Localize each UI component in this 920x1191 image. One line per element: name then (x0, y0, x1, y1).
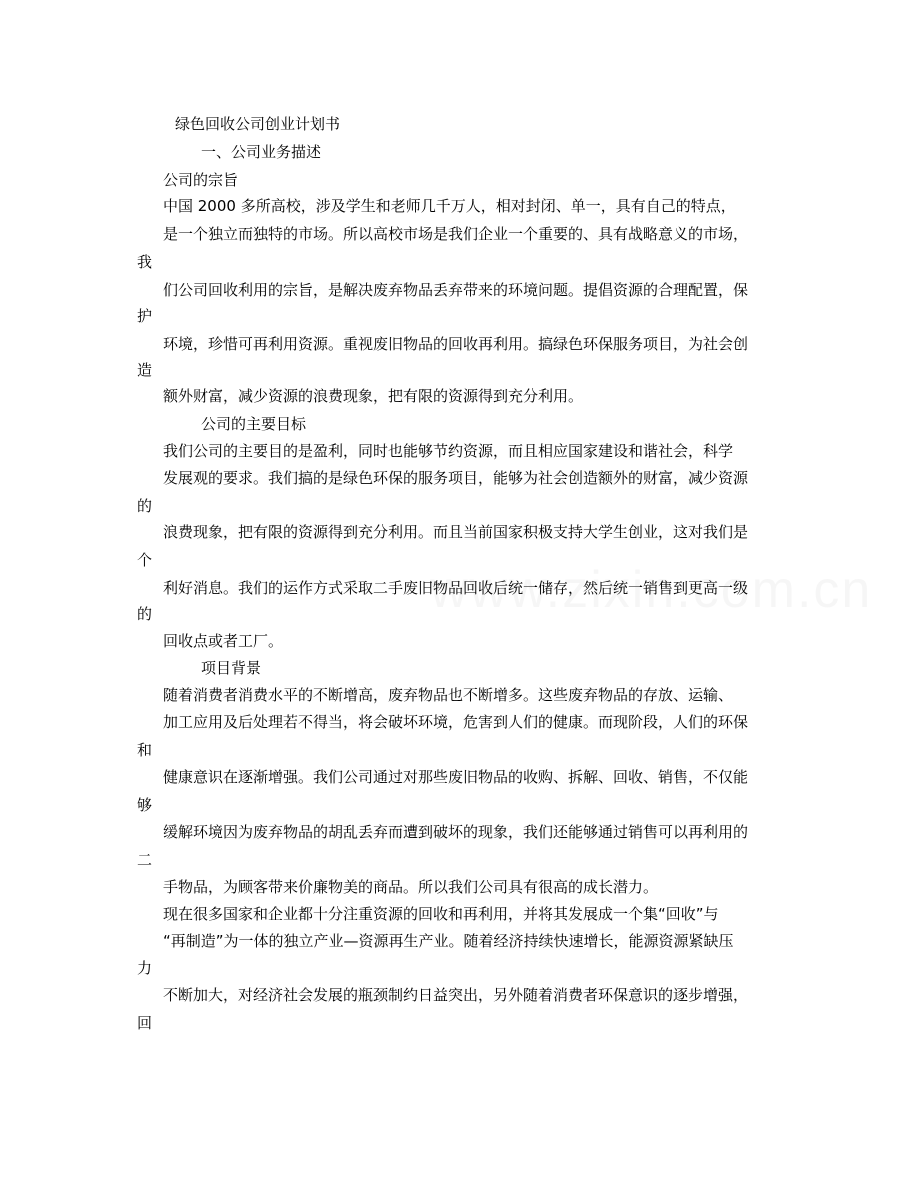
text-line: 环境，珍惜可再利用资源。重视废旧物品的回收再利用。搞绿色环保服务项目，为社会创 (163, 335, 749, 353)
text-line: 加工应用及后处理若不得当，将会破坏环境，危害到人们的健康。而现阶段，人们的环保 (163, 713, 749, 731)
text-line: “再制造”为一体的独立产业—资源再生产业。随着经济持续快速增长，能源资源紧缺压 (163, 932, 734, 950)
text-line: 我 (137, 253, 153, 271)
text-line: 额外财富，减少资源的浪费现象，把有限的资源得到充分利用。 (163, 387, 584, 405)
text-line: 健康意识在逐渐增强。我们公司通过对那些废旧物品的收购、拆解、回收、销售，不仅能 (163, 768, 749, 786)
text-line: 护 (137, 307, 153, 325)
text-line: 力 (137, 959, 153, 977)
subheading: 公司的主要目标 (201, 415, 307, 433)
text-line: 够 (137, 796, 153, 814)
text-line: 个 (137, 551, 153, 569)
text-line: 回 (137, 1014, 153, 1032)
text-line: 和 (137, 741, 153, 759)
text-line: 利好消息。我们的运作方式采取二手废旧物品回收后统一储存，然后统一销售到更高一级 (163, 579, 749, 597)
text-line: 中国 2000 多所高校，涉及学生和老师几千万人，相对封闭、单一，具有自己的特点， (163, 197, 736, 215)
text-line: 浪费现象，把有限的资源得到充分利用。而且当前国家积极支持大学生创业，这对我们是 (163, 523, 749, 541)
text-line: 缓解环境因为废弃物品的胡乱丢弃而遭到破坏的现象，我们还能够通过销售可以再利用的 (163, 823, 749, 841)
text-line: 我们公司的主要目的是盈利，同时也能够节约资源，而且相应国家建设和谐社会，科学 (163, 442, 734, 460)
text-line: 二 (137, 851, 153, 869)
text-line: 手物品，为顾客带来价廉物美的商品。所以我们公司具有很高的成长潜力。 (163, 878, 659, 896)
text-line: 们公司回收利用的宗旨，是解决废弃物品丢弃带来的环境问题。提倡资源的合理配置，保 (163, 281, 749, 299)
subheading: 项目背景 (201, 659, 262, 677)
text-line: 发展观的要求。我们搞的是绿色环保的服务项目，能够为社会创造额外的财富，减少资源 (163, 469, 749, 487)
section-heading: 一、公司业务描述 (201, 143, 322, 161)
text-line: 是一个独立而独特的市场。所以高校市场是我们企业一个重要的、具有战略意义的市场， (163, 225, 749, 243)
text-line: 造 (137, 361, 153, 379)
text-line: 的 (137, 497, 153, 515)
text-line: 随着消费者消费水平的不断增高，废弃物品也不断增多。这些废弃物品的存放、运输、 (163, 686, 734, 704)
text-line: 不断加大，对经济社会发展的瓶颈制约日益突出，另外随着消费者环保意识的逐步增强， (163, 986, 749, 1004)
text-line: 现在很多国家和企业都十分注重资源的回收和再利用，并将其发展成一个集“回收”与 (163, 905, 719, 923)
text-line: 的 (137, 605, 153, 623)
document-title: 绿色回收公司创业计划书 (175, 115, 341, 133)
subheading: 公司的宗旨 (163, 171, 239, 189)
text-line: 回收点或者工厂。 (163, 632, 284, 650)
